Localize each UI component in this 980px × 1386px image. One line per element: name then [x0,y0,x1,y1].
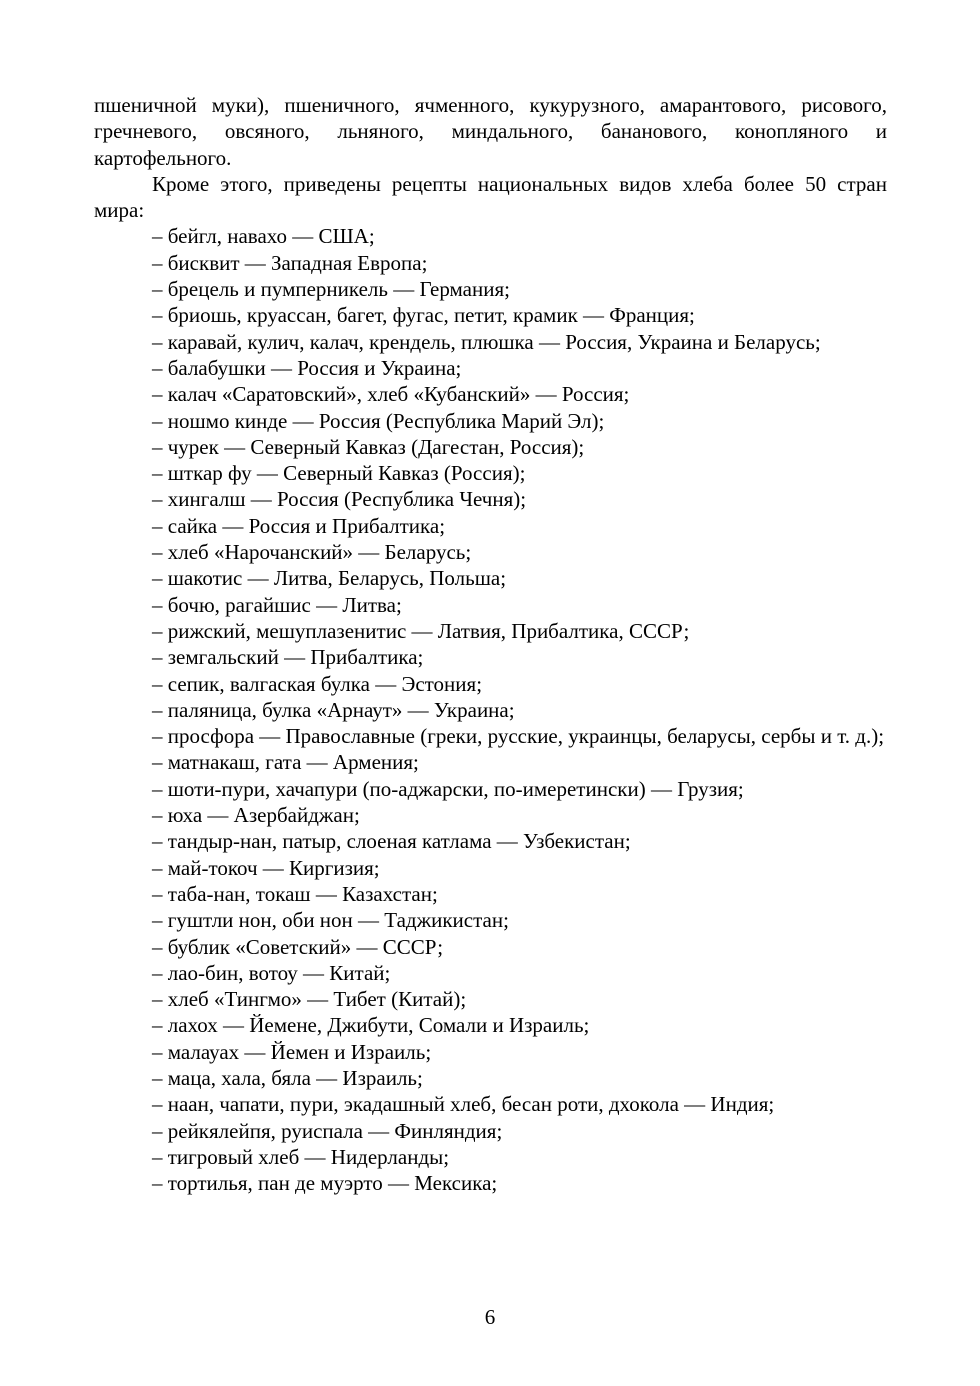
list-item: – чурек — Северный Кавказ (Дагестан, Россия); [152,434,585,459]
list-item: – хлеб «Тингмо» — Тибет (Китай); [152,987,467,1012]
list-item: – бриошь, круассан, багет, фугас, петит, крамик — Франция; [152,303,695,328]
list-item: – бисквит — Западная Европа; [152,250,428,275]
page-number: 6 [484,1305,496,1329]
list-item: – таба-нан, токаш — Казахстан; [152,881,438,906]
list-item: – бублик «Советский» — СССР; [152,934,444,959]
list-item: – шткар фу — Северный Кавказ (Россия); [152,461,526,486]
list-item: – май-токоч — Киргизия; [152,855,380,880]
list-item: – лахох — Йемене, Джибути, Сомали и Израиль; [152,1013,590,1038]
list-item: – юха — Азербайджан; [152,803,360,828]
list-item: – каравай, кулич, калач, крендель, плюшка — Россия, Украина и Беларусь; [152,329,821,354]
list-item: – сайка — Россия и Прибалтика; [152,513,446,538]
list-item: – ношмо кинде — Россия (Республика Марий Эл); [152,408,605,433]
list-item: – гуштли нон, оби нон — Таджикистан; [152,908,509,933]
list-item: – рижский, мешуплазенитис — Латвия, Прибалтика, СССР; [152,618,690,643]
list-item: – шоти-пури, хачапури (по-аджарски, по-имеретински) — Грузия; [152,776,744,801]
list-item: – калач «Саратовский», хлеб «Кубанский» — Россия; [152,382,630,407]
list-item: – наан, чапати, пури, экадашный хлеб, бесан роти, дхокола — Индия; [152,1092,775,1117]
list-item: – брецель и пумперникель — Германия; [152,277,510,302]
bread-list [94,223,887,1196]
list-item: – маца, хала, бяла — Израиль; [152,1065,423,1090]
countries-intro-paragraph: Кроме этого, приведены рецепты национальных видов хлеба более 50 стран мира: [94,171,887,223]
list-item: – малауах — Йемен и Израиль; [152,1039,432,1064]
list-item: – земгальский — Прибалтика; [152,645,424,670]
list-item: – балабушки — Россия и Украина; [152,355,462,380]
list-item: – тортилья, пан де муэрто — Мексика; [152,1171,498,1196]
list-item: – хлеб «Нарочанский» — Беларусь; [152,540,472,565]
page-body [94,92,887,1196]
list-item: – тигровый хлеб — Нидерланды; [152,1144,450,1169]
list-item: – бейгл, навахо — США; [152,224,375,249]
list-item: – паляница, булка «Арнаут» — Украина; [152,697,515,722]
list-item: – сепик, валгаская булка — Эстония; [152,671,483,696]
list-item: – рейкялейпя, руиспала — Финляндия; [152,1118,503,1143]
list-item: – тандыр-нан, патыр, слоеная катлама — Узбекистан; [152,829,631,854]
list-item: – лао-бин, вотоу — Китай; [152,960,391,985]
list-item: – просфора — Православные (греки, русские, украинцы, беларусы, сербы и т. д.); [152,724,885,749]
list-item: – шакотис — Литва, Беларусь, Польша; [152,566,507,591]
list-item: – бочю, рагайшис — Литва; [152,592,402,617]
list-item: – матнакаш, гата — Армения; [152,750,419,775]
list-item: – хингалш — Россия (Республика Чечня); [152,487,527,512]
intro-paragraph: пшеничной муки), пшеничного, ячменного, кукурузного, амарантового, рисового, гречневого, овсяного, льняного, миндального, бананового, конопляного и картофельного. [94,93,887,170]
